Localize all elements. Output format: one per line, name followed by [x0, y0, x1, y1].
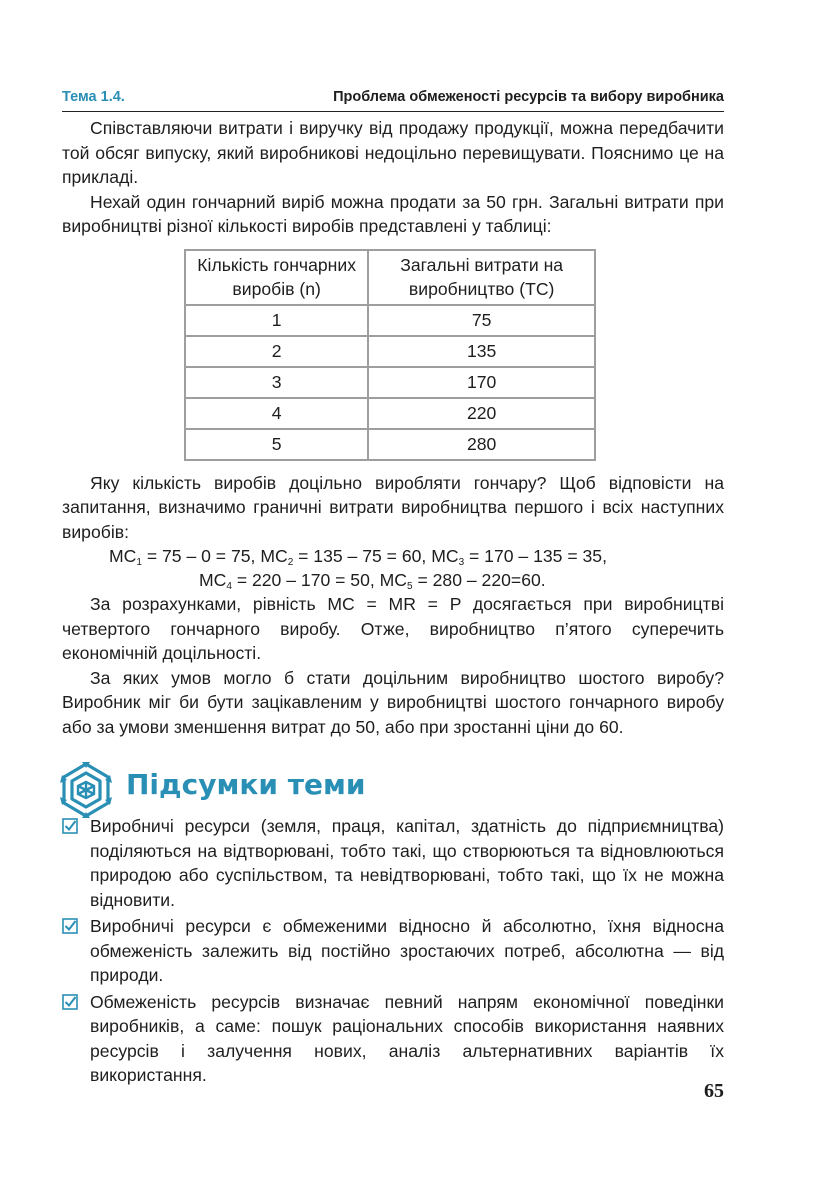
- checkbox-checked-icon: [62, 918, 78, 934]
- paragraph-intro: Співставляючи витрати і виручку від продажу продукції, можна передбачити той обсяг випуску, який виробникові недоцільно перевищувати. Пояснимо це на прикладі.: [62, 118, 724, 187]
- main-text: [62, 116, 724, 739]
- mc-expression: = 170 – 135 = 35,: [464, 546, 607, 566]
- summary-title: Підсумки теми: [126, 768, 366, 801]
- mc-expression: = 75 – 0 = 75,: [141, 546, 261, 566]
- cell-total-cost: 75: [368, 305, 595, 336]
- cell-total-cost: 170: [368, 367, 595, 398]
- mc-symbol: MC: [379, 570, 408, 590]
- cell-total-cost: 220: [368, 398, 595, 429]
- summary-checklist: [62, 814, 724, 1090]
- mc-expression: = 280 – 220=60.: [412, 570, 546, 590]
- running-header: [62, 89, 724, 112]
- table-row: [185, 367, 595, 398]
- recycle-ornament-icon: [56, 760, 116, 820]
- table-header-row: [185, 250, 595, 305]
- page-number: 65: [704, 1080, 724, 1102]
- paragraph-conclusion: За розрахунками, рівність MC = MR = P досягається при виробництві четвертого гончарного виробу. Отже, виробництво п’ятого суперечить економічній доцільності.: [62, 594, 724, 663]
- cell-quantity: 1: [185, 305, 368, 336]
- cell-total-cost: 135: [368, 336, 595, 367]
- summary-item-text: Обмеженість ресурсів визначає певний напрям економічної поведінки виробників, а саме: пошук раціональних способів використання наявних ресурсів і залучення нових, аналіз альтернативних варіантів їх використання.: [90, 991, 724, 1085]
- mc-subscript: 1: [136, 557, 142, 568]
- paragraph-sixth-item: За яких умов могло б стати доцільним виробництво шостого виробу? Виробник міг би бути зацікавленим у виробництві шостого гончарного виробу або за умови зменшення витрат до 50, або при зростанні ціни до 60.: [62, 667, 724, 737]
- mc-symbol: MC: [260, 546, 288, 566]
- cell-quantity: 3: [185, 367, 368, 398]
- cell-quantity: 4: [185, 398, 368, 429]
- mc-symbol: MC: [431, 546, 459, 566]
- mc-symbol: MC: [199, 570, 227, 590]
- cell-quantity: 5: [185, 429, 368, 460]
- summary-item-text: Виробничі ресурси (земля, праця, капітал, здатність до підприємництва) поділяються на відтворювані, тобто такі, що створюються та відновлюються природою або суспільством, та невідтворювані, тобто такі, що їх не можна відновити.: [90, 816, 724, 910]
- mc-subscript: 2: [287, 557, 294, 568]
- table-row: [185, 398, 595, 429]
- table-row: [185, 336, 595, 367]
- cost-table: [184, 249, 596, 461]
- formula-line-1: [62, 544, 724, 568]
- column-header-quantity: Кількість гончарних виробів (n): [185, 250, 368, 305]
- paragraph-example: Нехай один гончарний виріб можна продати за 50 грн. Загальні витрати при виробництві різної кількості виробів представлені у таблиці:: [62, 191, 724, 236]
- cell-quantity: 2: [185, 336, 368, 367]
- formula-line-2: [62, 568, 724, 592]
- mc-subscript: 5: [407, 581, 413, 592]
- table-row: [185, 429, 595, 460]
- column-header-total-cost: Загальні витрати на виробництво (TC): [368, 250, 595, 305]
- mc-subscript: 3: [458, 557, 465, 568]
- topic-label: Тема 1.4.: [62, 89, 125, 105]
- list-item: [62, 990, 724, 1088]
- checkbox-checked-icon: [62, 994, 78, 1010]
- list-item: [62, 814, 724, 912]
- paragraph-question: Яку кількість виробів доцільно виробляти гончару? Щоб відповісти на запитання, визначимо граничні витрати виробництва першого і всіх наступних виробів:: [62, 472, 724, 542]
- summary-heading: [56, 760, 736, 820]
- mc-expression: = 220 – 170 = 50,: [231, 570, 380, 590]
- cell-total-cost: 280: [368, 429, 595, 460]
- list-item: [62, 914, 724, 988]
- mc-subscript: 4: [226, 581, 232, 592]
- checkbox-checked-icon: [62, 818, 78, 834]
- mc-symbol: MC: [109, 546, 137, 566]
- table-row: [185, 305, 595, 336]
- summary-item-text: Виробничі ресурси є обмеженими відносно й абсолютно, їхня відносна обмеженість залежить від постійно зростаючих потреб, абсолютна — від природи.: [90, 916, 724, 985]
- mc-expression: = 135 – 75 = 60,: [293, 546, 432, 566]
- topic-title: Проблема обмеженості ресурсів та вибору виробника: [333, 89, 724, 105]
